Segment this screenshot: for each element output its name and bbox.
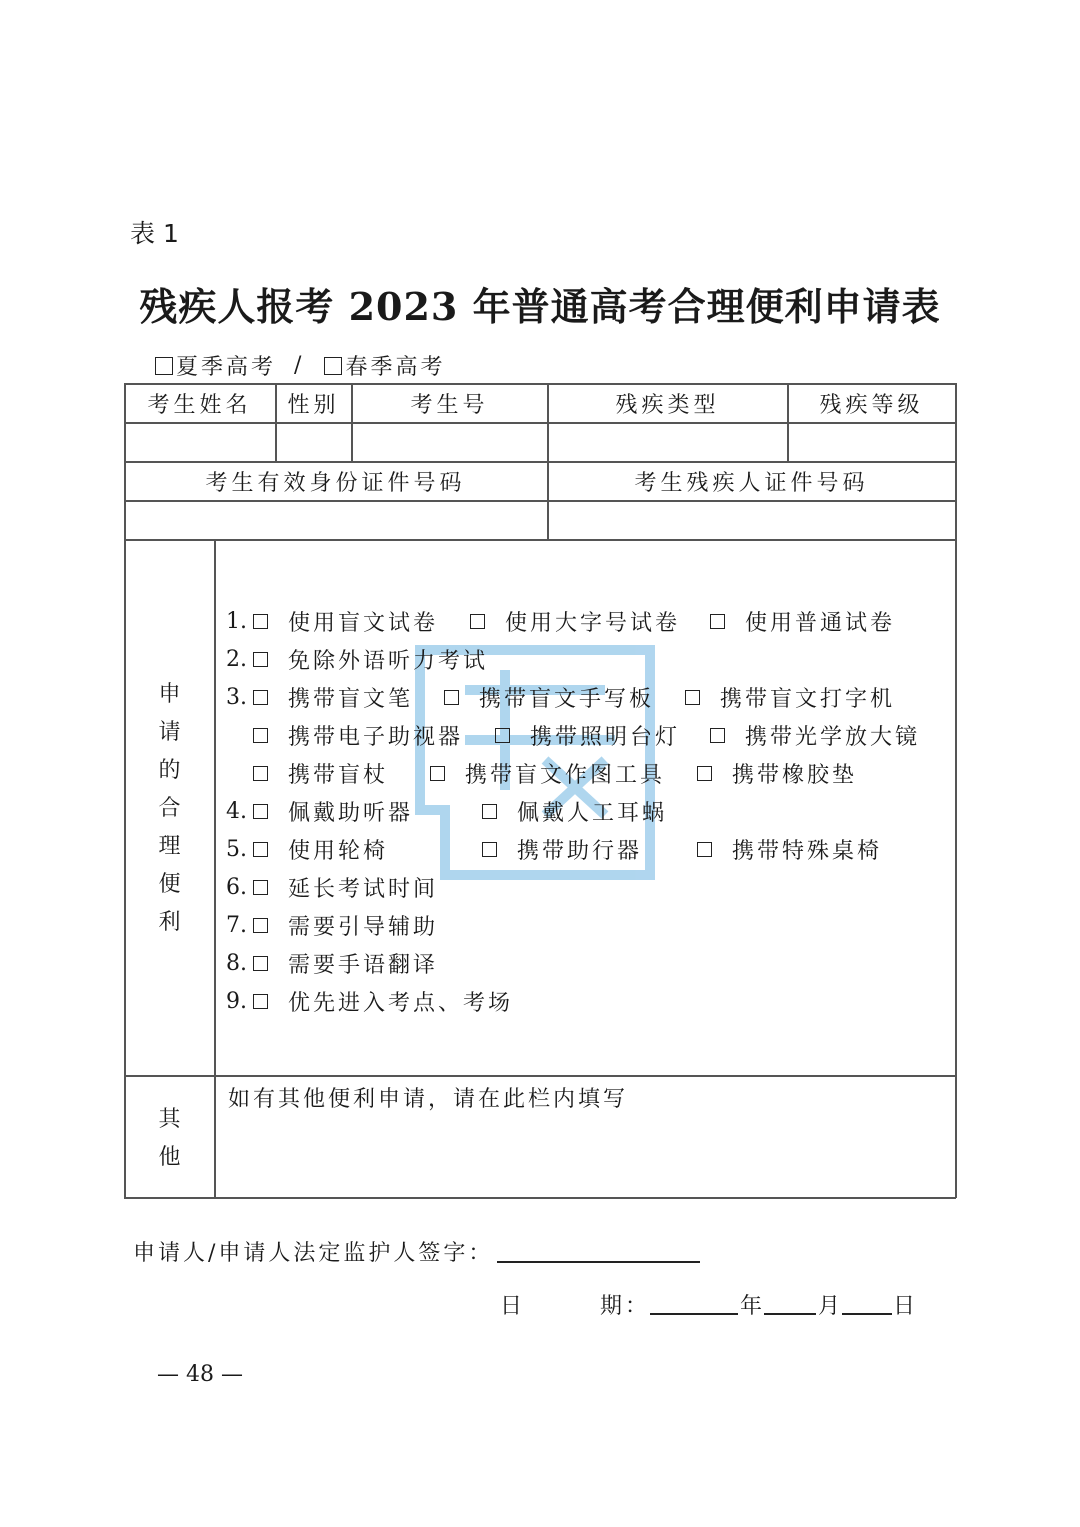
option-number: 8. xyxy=(226,951,247,976)
option-row-2 xyxy=(226,644,488,675)
signature-label: 申请人/申请人法定监护人签字： xyxy=(133,1241,494,1266)
cochlear-implant-label: 佩戴人工耳蜗 xyxy=(517,801,668,826)
table-line xyxy=(124,539,956,541)
hearing-aid-checkbox[interactable] xyxy=(253,804,268,819)
option-number: 6. xyxy=(226,875,247,900)
option-3e xyxy=(495,720,680,751)
table-label: 表 1 xyxy=(130,219,179,248)
disability-level-field[interactable] xyxy=(788,423,955,461)
header-exam-number: 考生号 xyxy=(410,392,489,418)
header-disability-level: 残疾等级 xyxy=(819,392,924,418)
large-print-paper-label: 使用大字号试卷 xyxy=(505,611,681,636)
desk-lamp-checkbox[interactable] xyxy=(495,728,510,743)
other-request-hint: 如有其他便利申请，请在此栏内填写 xyxy=(228,1087,629,1112)
option-3c xyxy=(685,682,895,713)
exam-type-selector xyxy=(155,350,445,381)
guide-assistance-checkbox[interactable] xyxy=(253,918,268,933)
option-number: 4. xyxy=(226,799,247,824)
month-label: 月 xyxy=(818,1294,841,1319)
exam-type-separator: / xyxy=(294,353,305,378)
option-3f xyxy=(710,720,920,751)
header-gender: 性别 xyxy=(287,392,340,418)
regular-paper-label: 使用普通试卷 xyxy=(745,611,896,636)
braille-pen-checkbox[interactable] xyxy=(253,690,268,705)
guide-assistance-label: 需要引导辅助 xyxy=(288,915,439,940)
white-cane-label: 携带盲杖 xyxy=(288,763,389,788)
walker-checkbox[interactable] xyxy=(482,842,497,857)
date-label-qi: 期： xyxy=(600,1294,651,1319)
other-request-field[interactable] xyxy=(216,1114,954,1196)
special-furniture-label: 携带特殊桌椅 xyxy=(732,839,883,864)
header-name: 考生姓名 xyxy=(147,392,252,418)
year-label: 年 xyxy=(740,1294,763,1319)
day-label: 日 xyxy=(893,1294,916,1319)
option-3i xyxy=(697,758,857,789)
option-5c xyxy=(697,834,882,865)
desk-lamp-label: 携带照明台灯 xyxy=(530,725,681,750)
spring-exam-checkbox[interactable] xyxy=(324,357,342,375)
braille-paper-label: 使用盲文试卷 xyxy=(288,611,439,636)
rubber-mat-label: 携带橡胶垫 xyxy=(732,763,858,788)
spring-exam-label: 春季高考 xyxy=(345,355,446,380)
option-3g xyxy=(253,758,388,789)
disability-cert-number-field[interactable] xyxy=(548,501,955,539)
table-line xyxy=(955,383,957,1198)
white-cane-checkbox[interactable] xyxy=(253,766,268,781)
wheelchair-checkbox[interactable] xyxy=(253,842,268,857)
form-title: 残疾人报考 2023 年普通高考合理便利申请表 xyxy=(139,284,941,329)
option-5b xyxy=(482,834,642,865)
option-row-1 xyxy=(226,606,438,637)
option-row-9 xyxy=(226,986,513,1017)
braille-typewriter-checkbox[interactable] xyxy=(685,690,700,705)
option-3b xyxy=(444,682,654,713)
option-number: 7. xyxy=(226,913,247,938)
disability-type-field[interactable] xyxy=(548,423,787,461)
extended-time-checkbox[interactable] xyxy=(253,880,268,895)
table-line xyxy=(124,1075,956,1077)
braille-pen-label: 携带盲文笔 xyxy=(288,687,414,712)
option-3h xyxy=(430,758,665,789)
priority-entry-checkbox[interactable] xyxy=(253,994,268,1009)
day-field[interactable] xyxy=(842,1313,892,1315)
wheelchair-label: 使用轮椅 xyxy=(288,839,389,864)
header-disability-type: 残疾类型 xyxy=(615,392,720,418)
braille-drawing-tools-checkbox[interactable] xyxy=(430,766,445,781)
option-number: 9. xyxy=(226,989,247,1014)
braille-typewriter-label: 携带盲文打字机 xyxy=(720,687,896,712)
summer-exam-label: 夏季高考 xyxy=(176,355,277,380)
optical-magnifier-checkbox[interactable] xyxy=(710,728,725,743)
option-number: 5. xyxy=(226,837,247,862)
option-row-5 xyxy=(226,834,388,865)
electronic-magnifier-checkbox[interactable] xyxy=(253,728,268,743)
option-1c xyxy=(710,606,895,637)
option-1b xyxy=(470,606,680,637)
hearing-aid-label: 佩戴助听器 xyxy=(288,801,414,826)
table-line xyxy=(214,539,216,1198)
option-row-3 xyxy=(226,682,413,713)
option-row-6 xyxy=(226,872,438,903)
option-row-7 xyxy=(226,910,438,941)
regular-paper-checkbox[interactable] xyxy=(710,614,725,629)
option-4b xyxy=(482,796,667,827)
listening-exemption-checkbox[interactable] xyxy=(253,652,268,667)
braille-slate-label: 携带盲文手写板 xyxy=(479,687,655,712)
header-id-number: 考生有效身份证件号码 xyxy=(205,470,466,496)
walker-label: 携带助行器 xyxy=(517,839,643,864)
sign-language-checkbox[interactable] xyxy=(253,956,268,971)
option-row-8 xyxy=(226,948,438,979)
option-row-4 xyxy=(226,796,413,827)
section-label-other xyxy=(125,1101,214,1177)
cochlear-implant-checkbox[interactable] xyxy=(482,804,497,819)
section-label-other-text: 其 他 xyxy=(158,1107,181,1170)
id-number-field[interactable] xyxy=(125,501,547,539)
rubber-mat-checkbox[interactable] xyxy=(697,766,712,781)
sign-language-label: 需要手语翻译 xyxy=(288,953,439,978)
braille-paper-checkbox[interactable] xyxy=(253,614,268,629)
listening-exemption-label: 免除外语听力考试 xyxy=(288,649,489,674)
special-furniture-checkbox[interactable] xyxy=(697,842,712,857)
exam-number-field[interactable] xyxy=(352,423,547,461)
extended-time-label: 延长考试时间 xyxy=(288,877,439,902)
section-label-convenience xyxy=(125,676,214,942)
electronic-magnifier-label: 携带电子助视器 xyxy=(288,725,464,750)
name-field[interactable] xyxy=(125,423,275,461)
date-label-ri: 日 xyxy=(500,1294,523,1319)
gender-field[interactable] xyxy=(276,423,351,461)
header-disability-cert-number: 考生残疾人证件号码 xyxy=(634,470,869,496)
table-line xyxy=(124,1197,956,1199)
summer-exam-checkbox[interactable] xyxy=(155,357,173,375)
option-number: 1. xyxy=(226,609,247,634)
signature-field[interactable] xyxy=(497,1261,700,1263)
section-label-convenience-text: 申 请 的 合 理 便 利 xyxy=(158,682,181,935)
month-field[interactable] xyxy=(764,1313,816,1315)
large-print-paper-checkbox[interactable] xyxy=(470,614,485,629)
braille-slate-checkbox[interactable] xyxy=(444,690,459,705)
priority-entry-label: 优先进入考点、考场 xyxy=(288,991,514,1016)
braille-drawing-tools-label: 携带盲文作图工具 xyxy=(465,763,666,788)
option-number: 2. xyxy=(226,647,247,672)
year-field[interactable] xyxy=(650,1313,738,1315)
optical-magnifier-label: 携带光学放大镜 xyxy=(745,725,921,750)
option-number: 3. xyxy=(226,685,247,710)
option-3d xyxy=(253,720,463,751)
page-number: — 48 — xyxy=(157,1362,243,1387)
